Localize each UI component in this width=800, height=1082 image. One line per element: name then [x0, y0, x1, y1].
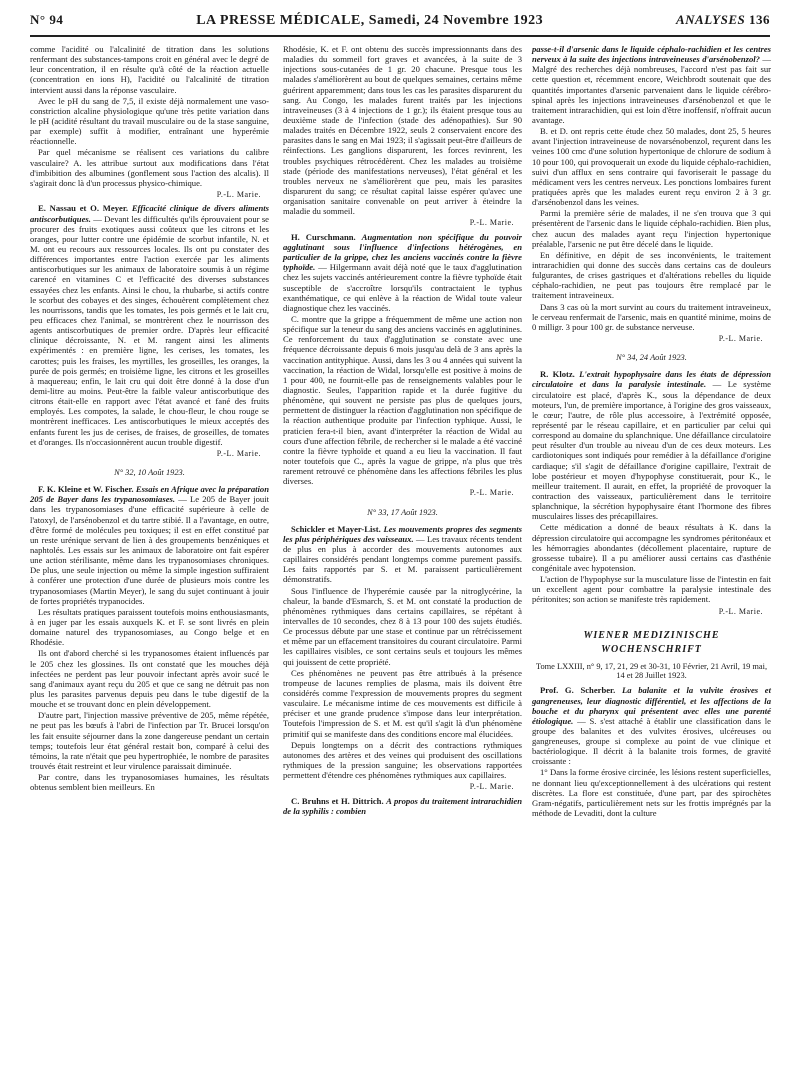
article-authors: Schickler et Mayer-List. [291, 523, 381, 534]
article-authors: Prof. G. Scherber. [540, 685, 616, 696]
article-title-continued: passe-t-il d'arsenic dans le liquide céphalo-rachidien et les centres nerveux à la suite des injections intraveineuses d'arsénobenzol? [532, 44, 771, 65]
page-header [30, 12, 770, 34]
issue-separator: N° 34, 24 Août 1923. [616, 353, 687, 363]
paragraph: Cette médication a donné de beaux résultats à K. dans la dépression circulatoire qui accompagne les syndromes péritonéaux et les hémorragies abondantes (décollement placentaire, rupture de grossesse tubaire). Il a pu améliorer aussi certains cas d'asthénie congénitale avec hypotension. [532, 522, 771, 573]
signature: P.-L. Marie. [469, 218, 514, 228]
article-authors: C. Bruhns et H. Dittrich. [291, 795, 384, 806]
signature: P.-L. Marie. [216, 189, 261, 199]
paragraph: En définitive, en dépit de ses inconvénients, le traitement intrarachidien qui donne des succès dans certains cas de douleurs fulgurantes, de crises gastriques et d'altérations rebelles du liquide céphalo-rachidien, ne peut pas toujours être remplacé par le traitement intraveineux. [532, 249, 771, 301]
journal-issue: Tome LXXIII, n° 9, 17, 21, 29 et 30-31, 10 Février, 21 Avril, 19 mai, 14 et 28 Juillet 1923. [535, 661, 768, 681]
page-number: 136 [749, 12, 770, 27]
paragraph: Rhodésie, K. et F. ont obtenu des succès impressionnants dans des maladies du sommeil fort graves et avancées, à la suite de 3 injections sous-cutanées de 1 gr. 20 chacune. Presque tous les malades s'améliorèrent au bout de quelques semaines, certains même guérirent apparemment; dans tous les cas les parasites disparurent du sang. Au Congo, les malades furent traités par les injections intraveineuses (3 à 4 injections de 1 gr.); ils étaient presque tous au deuxième stade de l'infection (stade des adénopathies). Sur 90 malades traités en Décembre 1922, seuls 2 conservaient encore des parasites dans le sang en Mai 1923; il s'agissait peut-être d'ailleurs de réinfections. Les ganglions disparurent, les forces revinrent, les troubles psychiques rétrocédèrent. Chez les malades au troisième stade (période des manifestations nerveuses), l'état général et les troubles nerveux ne s'améliorèrent que peu, mais les parasites disparurent du sang; ce résultat capital laisse espérer qu'avec une organisation sanitaire convenable on peut arriver à éteindre la maladie du sommeil. [283, 44, 522, 217]
signature: P.-L. Marie. [469, 782, 514, 792]
paragraph: Par contre, dans les trypanosomiases humaines, les résultats obtenus semblent bien meilleurs. En [30, 772, 269, 793]
issue-separator: N° 32, 10 Août 1923. [114, 468, 185, 478]
issue-separator: N° 33, 17 Août 1923. [367, 507, 438, 517]
section-page [676, 12, 770, 28]
paragraph: Ces phénomènes ne peuvent pas être attribués à la présence trompeuse de lacunes remplies de plasma, mais ils doivent être considérés comme l'expression de mouvements propres du segment vasculaire. Le mécanisme intime de ces mouvements est difficile à préciser et une grande prudence s'impose dans leur interprétation. Toutefois l'impression de S. et M. est qu'il s'agit là d'un phénomène primitif qui se manifeste dans des conditions encore mal élucidées. [283, 667, 522, 739]
article-text: — S. s'est attaché à établir une classification dans le groupe des balanites et des vulvites érosives, ulcéreuses ou gangreneuses, groupe si complexe au point de vue clinique et bactériologique. Il décrit à la balanite trois formes, de gravité croissante : [532, 715, 771, 767]
paragraph: Dans 3 cas où la mort survint au cours du traitement intraveineux, le cerveau renfermait de l'arsenic, mais en quantité minime, moins de 0 milligr. 3 pour 100 gr. de substance nerveuse. [532, 301, 771, 332]
signature: P.-L. Marie. [216, 448, 261, 458]
paragraph: Sous l'influence de l'hyperémie causée par la nitroglycérine, la chaleur, la bande d'Esmarch, S. et M. ont constaté la production de phénomènes rythmiques dans certains capillaires, se répétant à intervalles de 10 secondes, chez 8 à 13 pour 100 des sujets étudiés. Ce processus débute par une stase et continue par un rétrécissement et même par un effacement transitoires du courant circulatoire. Parmi les capillaires visibles, ce sont certains seuls et toujours les mêmes qui jouissent de cette propriété. [283, 585, 522, 667]
column-1 [30, 44, 269, 793]
article-text: — Malgré des recherches déjà nombreuses, l'accord n'est pas fait sur cette question et, récemment encore, Weichbrodt soutenait que des quantités importantes d'arsenic parvenaient dans le liquide cérébro-spinal après les injections intraveineuses d'arsénobenzol et que le traitement intrarachidien, qui est loin d'être inoffensif, n'offrait aucun avantage. [532, 54, 771, 125]
paragraph: Par quel mécanisme se réalisent ces variations du calibre vasculaire? A. les attribue surtout aux modifications dans l'état d'imbibition des albumines (gonflement sous l'action des alcalis). Il s'agirait donc là d'un processus physico-chimique. [30, 147, 269, 188]
journal-title: LA PRESSE MÉDICALE, Samedi, 24 Novembre 1923 [196, 13, 544, 28]
article-kleine [30, 484, 269, 606]
paragraph: Parmi la première série de malades, il ne s'en trouva que 3 qui présentèrent de l'arsenic dans le liquide céphalo-rachidien. Bien plus, chez aucun des malades ayant reçu l'injection hypertonique préalable, l'arsenic ne put être décelé dans le liquide. [532, 208, 771, 249]
signature: P.-L. Marie. [718, 333, 763, 343]
paragraph: 1° Dans la forme érosive circinée, les lésions restent superficielles, ne donnant lieu qu'exceptionnellement à des ulcérations qui restent discrètes. La flore est constituée, d'une part, par des spirochètes Gram-négatifs, particulièrement nets sur les frottis imprégnés par la méthode de Levaditi, dont la culture [532, 767, 771, 819]
article-title: A propos du traitement intrarachidien de la syphilis : combien [283, 795, 522, 816]
article-text: — Le 205 de Bayer jouit dans les trypanosomiases d'une efficacité supérieure à celle de l'atoxyl, de l'arsénobenzol et du tartre stibié. Il a l'avantage, en outre, d'être formé de molécules peu toxiques; il est en effet constitué par un reste urénique servant de lien à des groupements benzéniques et naphtolés. Les essais sur les animaux de laboratoire ont fait espérer une action stérilisante, même dans les trypanosomiases chroniques. De plus, une seule injection ou même la simple ingestion suffiraient à conférer une protection d'une durée de plusieurs mois contre les trypanosomiases (Martin Meyer), le sang du sujet continuant à jouir de fortes propriétés trypanocides. [30, 494, 270, 606]
column-2 [283, 44, 522, 817]
article-title: Efficacité clinique de divers aliments antiscorbutiques. [30, 203, 270, 224]
signature: P.-L. Marie. [469, 488, 514, 498]
article-schickler [283, 524, 522, 585]
paragraph: B. et D. ont repris cette étude chez 50 malades, dont 25, 5 heures avant l'injection intraveineuse de novarsénobenzol, reçurent dans les veines 100 cmc d'une solution hypertonique de chlorure de sodium à 10 pour 100, qui provoquerait un exode du liquide céphalo-rachidien, suivi d'un afflux en sens contraire qui favoriserait le passage du médicament vers les centres nerveux. Les ponctions lombaires furent pratiquées après que les malades eurent reçu environ 2 à 3 gr. d'arsénobenzol dans les veines. [532, 126, 771, 208]
article-text: — Devant les difficultés qu'ils éprouvaient pour se procurer des fruits exotiques aussi coûteux que les citrons et les oranges, pour lutter contre une épidémie de scorbut infantile, N. et M. ont eu recours aux ressources locales. Ils ont pu constater des différences importantes entre l'action exercée par les aliments antiscorbutiques sur les animaux de laboratoire soumis à un régime carencé en vitamines C et l'efficacité des diverses substances essayées chez les enfants. Ainsi le chou, la rhubarbe, si actifs contre le scorbut des cobayes et des singes, échouèrent complètement chez les nourrissons, tandis que les tomates, les pois germés et le lait cru, peu efficaces chez l'animal, se montrèrent chez le nourrisson des agents antiscorbutiques de premier ordre. D'après leur efficacité clinique décroissante, N. et M. rangent ainsi les aliments expérimentés : en première ligne, les cerises, les tomates, les carottes; puis les fraises, les myrtilles, les groseilles, les oranges, la purée de pois germés; en troisième ligne, les citrons et les groseilles à maquereau; enfin, le lait cru qui doit être donné à la dose d'un demi-litre au moins. Peut-être la faible valeur antiscorbutique des citrons était-elle en rapport avec l'état avancé et fané des fruits employés. Les compotes, la salade, le chou-fleur, le chou rouge se montrèrent inefficaces. Les antiscorbutiques le mieux acceptés des enfants furent les jus de cerises, de fraises, de groseilles, de tomates et d'oranges. Ils n'occasionnèrent aucun trouble digestif. [30, 213, 269, 447]
paragraph: Ils ont d'abord cherché si les trypanosomes étaient influencés par le 205 chez les glossines. Ils ont constaté que les mouches déjà infectées ne perdent pas leur pouvoir infectant après avoir sucé le sang d'animaux ayant reçu du 205 et que ce sang ne détruit pas non plus les parasites parvenus depuis peu dans le tube digestif de la mouche et se trouvant donc en plein développement. [30, 648, 269, 710]
article-text: — Le système circulatoire est placé, d'après K., sous la dépendance de deux moteurs, l'un, de première importance, à l'origine des gros vaisseaux, le cœur; l'autre, de rôle plus accessoire, à l'extrémité opposée, représenté par le réseau capillaire, et en particulier par celui qui correspond au domaine du splanchnique. Une défaillance circulatoire peut résulter d'un trouble au niveau d'un de ces deux moteurs. Les cardiotoniques sont indiqués pour remédier à la défaillance d'origine cardiaque; s'il s'agit de défaillance d'origine capillaire, l'extrait de lobe postérieur et moyen d'hypophyse constituerait, pour K., le meilleur traitement. Il aurait, en effet, la propriété de provoquer la contraction des vaisseaux, particulièrement dans le territoire splanchnique, la sécrétion hypophysaire étant l'hormone des fibres musculaires lisses des précapillaires. [532, 379, 771, 522]
article-authors: E. Nassau et O. Meyer. [38, 203, 129, 214]
article-curschmann [283, 232, 522, 313]
journal-heading-line2: WOCHENSCHRIFT [601, 643, 702, 655]
signature: P.-L. Marie. [718, 606, 763, 616]
issue-number: N° 94 [30, 12, 64, 27]
article-text: — Les travaux récents tendent de plus en plus à accorder des mouvements autonomes aux capillaires considérés pendant longtemps comme purement passifs. Les faits rapportés par S. et M. paraissent particulièrement démonstratifs. [283, 533, 522, 585]
paragraph [532, 44, 771, 125]
paragraph: C. montre que la grippe a fréquemment de même une action non spécifique sur la teneur du sang des anciens vaccinés en agglutinines. Ce renforcement du taux d'agglutination se constate avec une fréquence décroissante depuis 6 mois jusqu'au delà de 3 ans après la vaccination antityphique. Aussi, dans les 3 ou 4 années qui suivent la vaccination, la réaction de Widal, lorsqu'elle est positive à moins de 1 pour 400, ne fournit-elle pas de renseignements valables pour le diagnostic. Seules, l'apparition rapide et la durée fugitive du phénomène, qui souvent ne persiste pas plus de quelques jours, permettent de distinguer la réaction d'agglutination non spécifique de la réaction authentique produite par l'infection typhique. Aussi, le praticien fera-t-il bien, avant d'interpréter la réaction de Widal au cours d'une affection fébrile, de rechercher si le malade a été vacciné contre la fièvre typhoïde et quand a eu lieu la vaccination. Il faut noter toutefois que C., après la vague de grippe, n'a plus que très rarement retrouvé ce phénomène dans les affections fébriles les plus diverses. [283, 313, 522, 487]
article-title: Les mouvements propres des segments les plus périphériques des vaisseaux. [283, 523, 522, 544]
paragraph: Les résultats pratiques paraissent toutefois moins enthousiasmants, à en juger par les essais auxquels K. et F. se sont livrés en plein domaine naturel des trypanosomiases, au Congo belge et en Rhodésie. [30, 606, 269, 648]
paragraph: Avec le pH du sang de 7,5, il existe déjà normalement une vaso-constriction alcaline physiologique qu'une très petite variation dans le pH (acidité résultant du travail musculaire ou de la stase sanguine, par exemple) suffit à modifier, entraînant une hyperémie réactionnelle. [30, 95, 269, 147]
article-scherber [532, 685, 771, 766]
paragraph: D'autre part, l'injection massive préventive de 205, même répétée, ne peut pas les bœufs à l'abri de l'infection par Tr. Brucei lorsqu'on les fait ensuite séjourner dans la zone dangereuse pendant un certain temps; toutefois leur état général restait bon, comparé à celui des témoins, la rate n'était que peu hypertrophiée, le nombre de parasites trouvés était restreint et leur virulence paraissait diminuée. [30, 710, 269, 771]
article-title: L'extrait hypophysaire dans les états de dépression circulatoire et dans la paralysie intestinale. [532, 369, 771, 390]
article-title: La balanite et la vulvite érosives et gangreneuses, leur diagnostic différentiel, et les affections de la bouche et du pharynx qui présentent avec elles une parenté étiologique. [532, 685, 772, 726]
section-name: ANALYSES [675, 12, 746, 27]
article-title: Essais en Afrique avec la préparation 205 de Bayer dans les trypanosomiases. [30, 484, 269, 505]
journal-heading: WIENER MEDIZINISCHE [583, 629, 720, 641]
paragraph: Depuis longtemps on a décrit des contractions rythmiques autonomes des artères et des veines qui produisent des oscillations rythmiques de la pression sanguine; les observations rapportées permettent d'étendre ces phénomènes rythmiques aux capillaires. [283, 739, 522, 781]
article-bruhns [283, 796, 522, 816]
article-klotz [532, 369, 771, 521]
article-authors: R. Klotz. [540, 369, 575, 380]
paragraph: comme l'acidité ou l'alcalinité de titration dans les solutions renfermant des substances-tampons croit en général avec le degré de leur concentration, il en résulte qu'à côté de la réaction actuelle (concentration en ions H), l'acidité ou l'alcalinité de titration intervient aussi dans la réponse vasculaire. [30, 44, 269, 95]
article-authors: F. K. Kleine et W. Fischer. [38, 484, 134, 495]
column-3 [532, 44, 771, 819]
header-rule [30, 35, 770, 37]
article-text: — Hilgermann avait déjà noté que le taux d'agglutination chez les sujets vaccinés antérieurement contre la fièvre typhoïde était susceptible de s'accroître lorsqu'ils contractaient le typhus exanthématique, ce qui enlève à la réaction de Widal toute valeur diagnostique chez les vaccinés. [283, 262, 522, 313]
article-authors: H. Curschmann. [291, 231, 356, 242]
paragraph: L'action de l'hypophyse sur la musculature lisse de l'intestin en fait un excellent agent pour combattre la paralysie intestinale des péritonites; son action se manifeste très rapidement. [532, 574, 771, 605]
article-nassau [30, 203, 269, 446]
article-title: Augmentation non spécifique du pouvoir agglutinant sous l'influence d'infections hétérogènes, en particulier de la grippe, chez les anciens vaccinés contre la fièvre typhoïde. [283, 231, 522, 273]
